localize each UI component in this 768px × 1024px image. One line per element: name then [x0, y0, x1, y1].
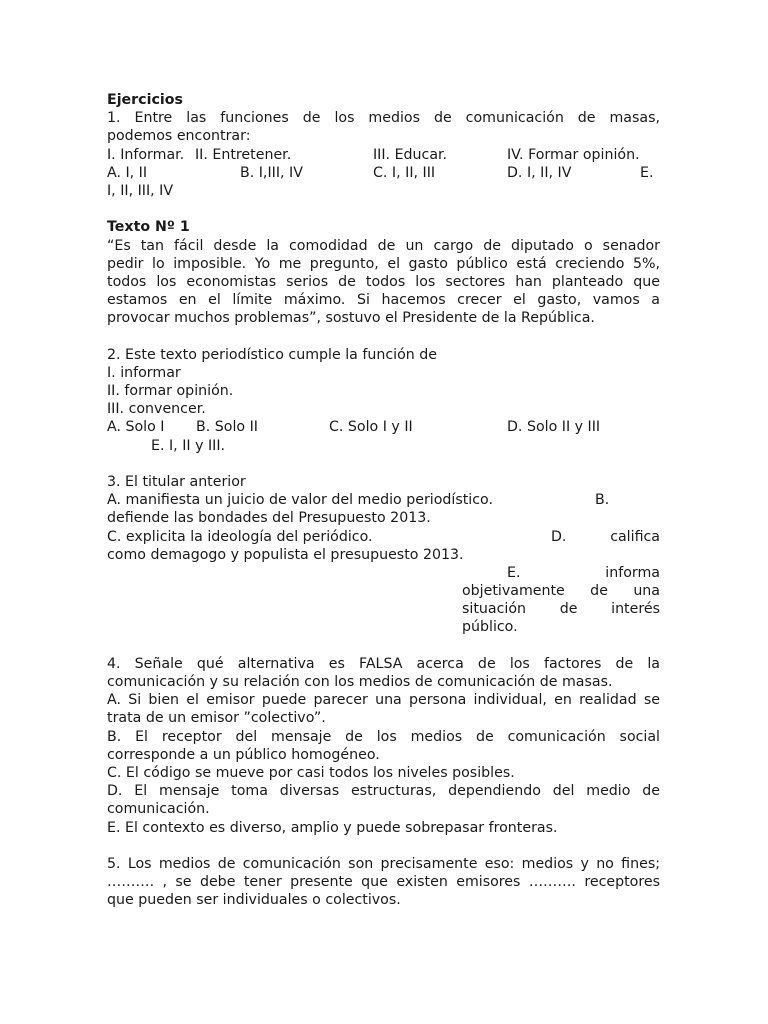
q3-option-b-continuation: defiende las bondades del Presupuesto 2013. [107, 510, 431, 527]
q2-options-row [107, 418, 660, 436]
texto-line: provocar muchos problemas”, sostuvo el Presidente de la República. [107, 310, 595, 327]
q2-item: II. formar opinión. [107, 383, 234, 399]
q1-stem-line-2: podemos encontrar: [107, 128, 251, 145]
q4-line: A. Si bien el emisor puede parecer una persona individual, en realidad se [107, 692, 660, 709]
q3-option-d-label: D. [551, 528, 567, 545]
q4-line: comunicación y su relación con los medios de comunicación de masas. [107, 674, 613, 690]
q2-option-c: C. Solo I y II [329, 419, 413, 436]
q4-block [107, 655, 660, 837]
q3-option-b-label: B. [595, 492, 610, 509]
q3-option-e-line: situación de interés [462, 601, 660, 618]
q4-line: B. El receptor del mensaje de los medios de comunicación social [107, 728, 660, 745]
q3-option-e-line: E. informa [507, 564, 660, 581]
q1-item-2: II. Entretener. [195, 146, 292, 163]
section-title: Ejercicios [107, 92, 183, 108]
spacer [107, 327, 660, 345]
q1-items-row [107, 146, 660, 164]
q1-option-c: C. I, II, III [373, 164, 436, 181]
texto-line: “Es tan fácil desde la comodidad de un cargo de diputado o senador [107, 237, 660, 254]
q3-option-e-line: objetivamente de una [462, 583, 660, 600]
q4-line: D. El mensaje toma diversas estructuras, dependiendo del medio de [107, 783, 660, 800]
q2-option-b: B. Solo II [196, 419, 258, 436]
q3-option-c-row [107, 528, 660, 546]
q2-option-d: D. Solo II y III [507, 419, 601, 436]
texto-line: pedir lo imposible. Yo me pregunto, el gasto público está creciendo 5%, [107, 255, 660, 272]
q2-item: III. convencer. [107, 401, 206, 418]
q3-stem: 3. El titular anterior [107, 473, 246, 490]
q5-line: 5. Los medios de comunicación son precisamente eso: medios y no fines; [107, 855, 660, 872]
q4-line: E. El contexto es diverso, amplio y puede sobrepasar fronteras. [107, 819, 558, 836]
q1-option-a: A. I, II [107, 164, 148, 181]
q4-line: comunicación. [107, 801, 210, 818]
q1-item-1: I. Informar. [107, 146, 185, 163]
q2-stem: 2. Este texto periodístico cumple la función de [107, 346, 437, 363]
q1-option-d: D. I, II, IV [507, 164, 572, 181]
q1-stem-line-1: 1. Entre las funciones de los medios de comunicación de masas, [107, 110, 660, 127]
q3-option-e-line: público. [462, 619, 518, 636]
spacer [107, 837, 660, 855]
q1-item-4: IV. Formar opinión. [507, 146, 640, 163]
q3-option-a: A. manifiesta un juicio de valor del medio periodístico. [107, 492, 493, 509]
spacer [107, 455, 660, 473]
q3-option-d-word: califica [610, 528, 660, 545]
q3-option-e-block [462, 564, 660, 637]
q1-option-e-continuation: I, II, III, IV [107, 182, 174, 199]
texto-line: estamos en el límite máximo. Si hacemos crecer el gasto, vamos a [107, 292, 660, 309]
q5-line: ………. , se debe tener presente que existen emisores ………. receptores [107, 874, 660, 891]
q3-option-d-continuation: como demagogo y populista el presupuesto 2013. [107, 546, 464, 563]
q3-option-c: C. explicita la ideología del periódico. [107, 528, 373, 545]
q2-option-e: E. I, II y III. [151, 437, 226, 454]
q1-option-b: B. I,III, IV [240, 164, 303, 181]
q2-item: I. informar [107, 364, 181, 381]
q3-option-a-row [107, 491, 660, 509]
texto-heading: Texto Nº 1 [107, 219, 190, 236]
q5-line: que pueden ser individuales o colectivos. [107, 892, 401, 909]
q4-line: 4. Señale qué alternativa es FALSA acerca de los factores de la [107, 655, 660, 672]
q2-option-a: A. Solo I [107, 419, 165, 436]
spacer [107, 637, 660, 655]
document-page [107, 91, 660, 909]
q4-line: corresponde a un público homogéneo. [107, 746, 380, 763]
q1-option-e: E. [640, 164, 654, 181]
q1-item-3: III. Educar. [373, 146, 448, 163]
q4-line: trata de un emisor ”colectivo”. [107, 710, 326, 727]
spacer [107, 200, 660, 218]
texto-line: todos los economistas serios de todos los sectores han planteado que [107, 273, 660, 290]
q4-line: C. El código se mueve por casi todos los niveles posibles. [107, 764, 515, 781]
q1-options-row [107, 164, 660, 182]
q2-option-e-row [107, 437, 660, 455]
